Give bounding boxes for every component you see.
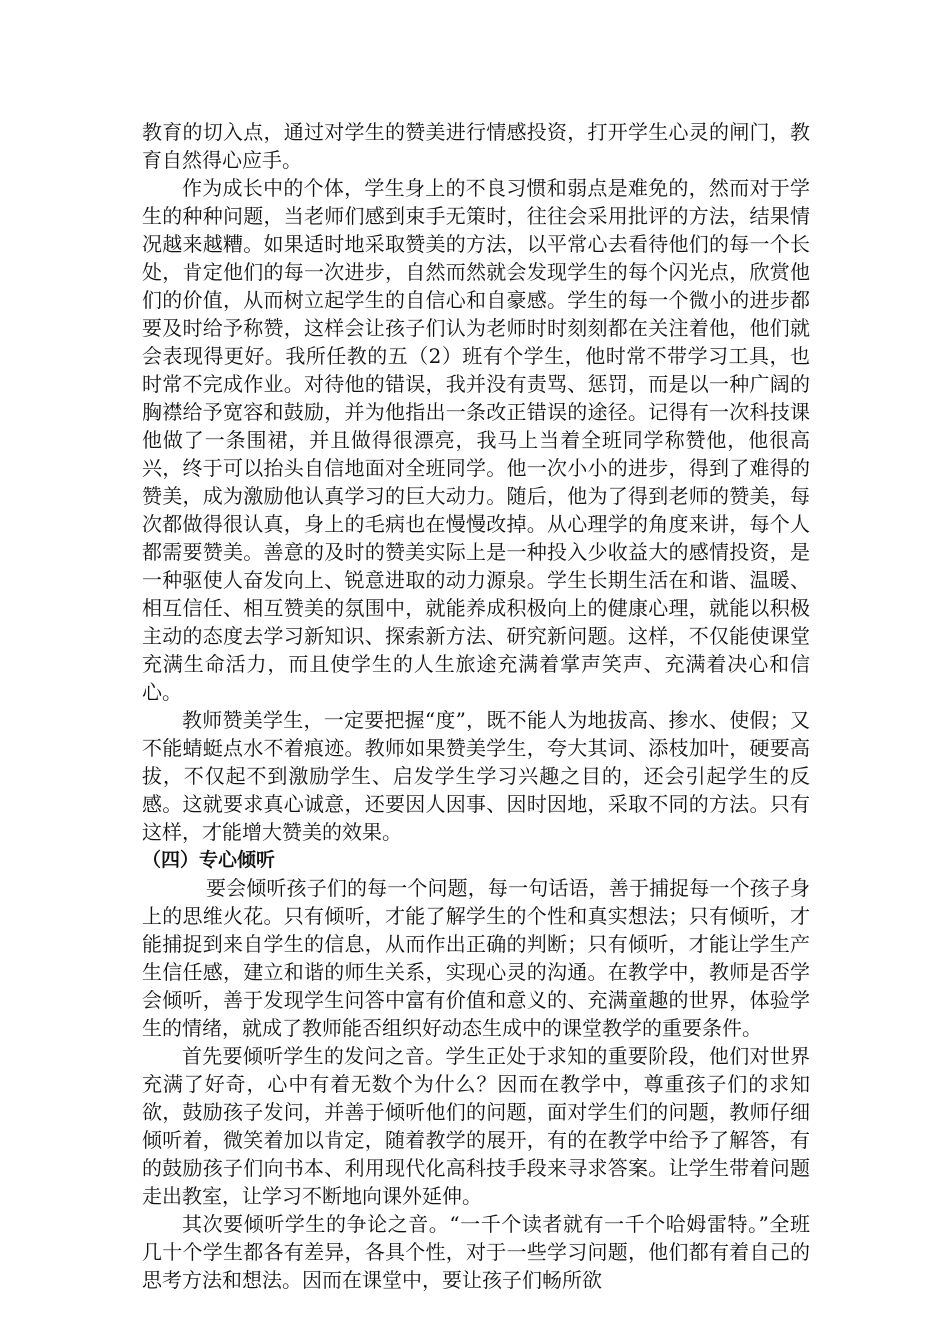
paragraph-listening-debate: 其次要倾听学生的争论之音。“一千个读者就有一千个哈姆雷特。”全班几十个学生都各有差异，各具个性，对于一些学习问题，他们都有着自己的思考方法和想法。因而在课堂中，要让孩子们畅所欲: [142, 1212, 810, 1292]
section-heading-listening: （四）专心倾听: [142, 849, 276, 871]
paragraph-praise-degree: 教师赞美学生，一定要把握“度”，既不能人为地拔高、掺水、使假；又不能蜻蜓点水不着痕迹。教师如果赞美学生，夸大其词、添枝加叶，硬要高拔，不仅起不到激励学生、启发学生学习兴趣之目的，还会引起学生的反感。这就要求真心诚意，还要因人因事、因时因地，采取不同的方法。只有这样，才能增大赞美的效果。: [142, 708, 810, 844]
paragraph-listening-intro: 要会倾听孩子们的每一个问题，每一句话语，善于捕捉每一个孩子身上的思维火花。只有倾听，才能了解学生的个性和真实想法；只有倾听，才能捕捉到来自学生的信息，从而作出正确的判断；只有倾听，才能让学生产生信任感，建立和谐的师生关系，实现心灵的沟通。在教学中，教师是否学会倾听，善于发现学生问答中富有价值和意义的、充满童趣的世界，体验学生的情绪，就成了教师能否组织好动态生成中的课堂教学的重要条件。: [142, 876, 810, 1040]
paragraph-listening-questions: 首先要倾听学生的发问之音。学生正处于求知的重要阶段，他们对世界充满了好奇，心中有着无数个为什么？因而在教学中，尊重孩子们的求知欲，鼓励孩子发问，并善于倾听他们的问题，面对学生们的问题，教师仔细倾听着，微笑着加以肯定，随着教学的展开，有的在教学中给予了解答，有的鼓励孩子们向书本、利用现代化高科技手段来寻求答案。让学生带着问题走出教室，让学习不断地向课外延伸。: [142, 1044, 810, 1208]
paragraph-praise-growth: 作为成长中的个体，学生身上的不良习惯和弱点是难免的，然而对于学生的种种问题，当老师们感到束手无策时，往往会采用批评的方法，结果情况越来越糟。如果适时地采取赞美的方法，以平常心去看待他们的每一个长处，肯定他们的每一次进步，自然而然就会发现学生的每个闪光点，欣赏他们的价值，从而树立起学生的自信心和自豪感。学生的每一个微小的进步都要及时给予称赞，这样会让孩子们认为老师时时刻刻都在关注着他，他们就会表现得更好。我所任教的五（2）班有个学生，他时常不带学习工具，也时常不完成作业。对待他的错误，我并没有责骂、惩罚，而是以一种广阔的胸襟给予宽容和鼓励，并为他指出一条改正错误的途径。记得有一次科技课他做了一条围裙，并且做得很漂亮，我马上当着全班同学称赞他，他很高兴，终于可以抬头自信地面对全班同学。他一次小小的进步，得到了难得的赞美，成为激励他认真学习的巨大动力。随后，他为了得到老师的赞美，每次都做得很认真，身上的毛病也在慢慢改掉。从心理学的角度来讲，每个人都需要赞美。善意的及时的赞美实际上是一种投入少收益大的感情投资，是一种驱使人奋发向上、锐意进取的动力源泉。学生长期生活在和谐、温暖、相互信任、相互赞美的氛围中，就能养成积极向上的健康心理，就能以积极主动的态度去学习新知识、探索新方法、研究新问题。这样，不仅能使课堂充满生命活力，而且使学生的人生旅途充满着掌声笑声、充满着决心和信心。: [142, 176, 810, 704]
document-page: [142, 118, 810, 1294]
paragraph-intro-continuation: 教育的切入点，通过对学生的赞美进行情感投资，打开学生心灵的闸门，教育自然得心应手。: [142, 120, 810, 172]
